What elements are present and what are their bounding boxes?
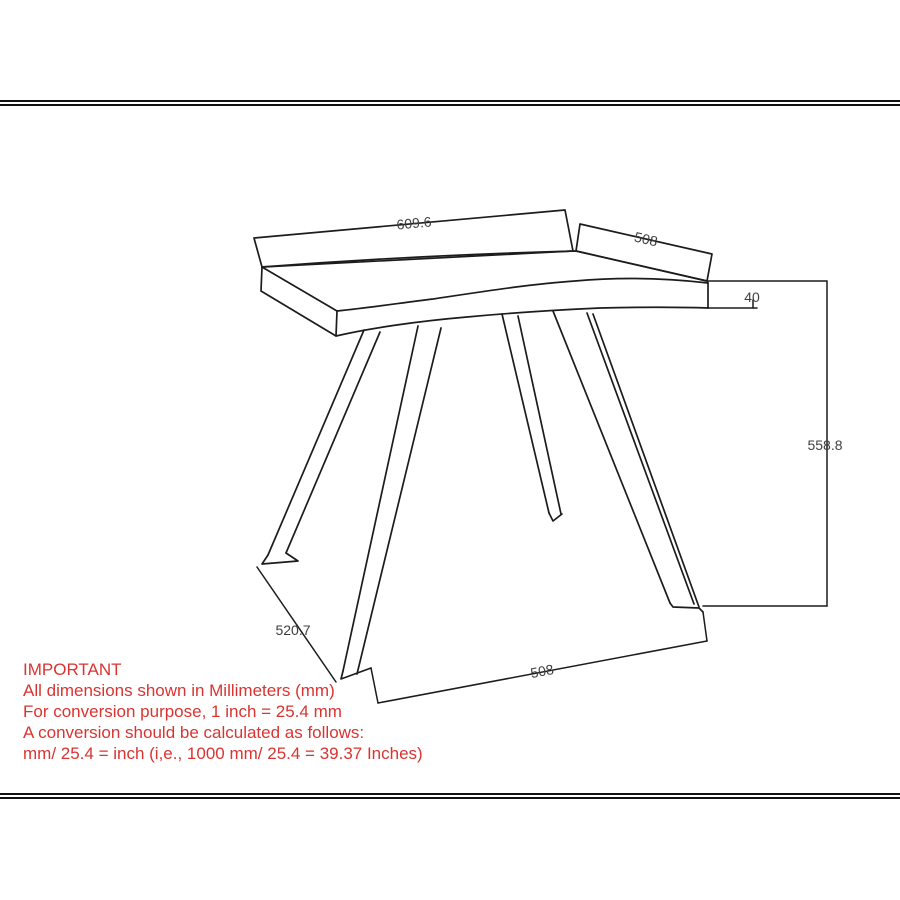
dim-label-height: 558.8 [807, 437, 843, 453]
dim-label-top-width: 609.6 [395, 213, 433, 233]
note-line-1: All dimensions shown in Millimeters (mm) [23, 681, 335, 700]
note-line-4: mm/ 25.4 = inch (i,e., 1000 mm/ 25.4 = 39.37 Inches) [23, 744, 423, 763]
dim-label-base-front: 508 [529, 660, 555, 682]
dimension-lines [257, 281, 827, 703]
important-note-block [23, 659, 423, 764]
dim-base-front-ext-right [703, 612, 707, 641]
leg-rear-left [268, 330, 364, 555]
note-line-3: A conversion should be calculated as follows: [23, 723, 365, 742]
leg-center-foot [549, 513, 562, 521]
dim-label-base-side: 520.7 [275, 622, 311, 638]
leg-front-left-inner [357, 328, 441, 674]
leg-front-right-edge-a [587, 313, 694, 604]
leg-front-right [553, 311, 670, 603]
leg-rear-left-foot [262, 553, 298, 564]
table-top-surface [262, 251, 708, 311]
leg-center-inner [518, 316, 561, 514]
leg-front-right-edge-b [593, 314, 699, 607]
leg-center [502, 314, 549, 513]
table-outline [254, 210, 712, 682]
leg-front-left [343, 326, 418, 671]
dim-label-thickness: 40 [744, 289, 760, 305]
leg-rear-left-inner [286, 332, 380, 553]
note-line-2: For conversion purpose, 1 inch = 25.4 mm [23, 702, 342, 721]
dimension-labels [275, 213, 842, 681]
table-top-left-end [261, 267, 337, 336]
dim-label-side-depth: 508 [632, 228, 660, 250]
note-heading: IMPORTANT [23, 660, 122, 679]
